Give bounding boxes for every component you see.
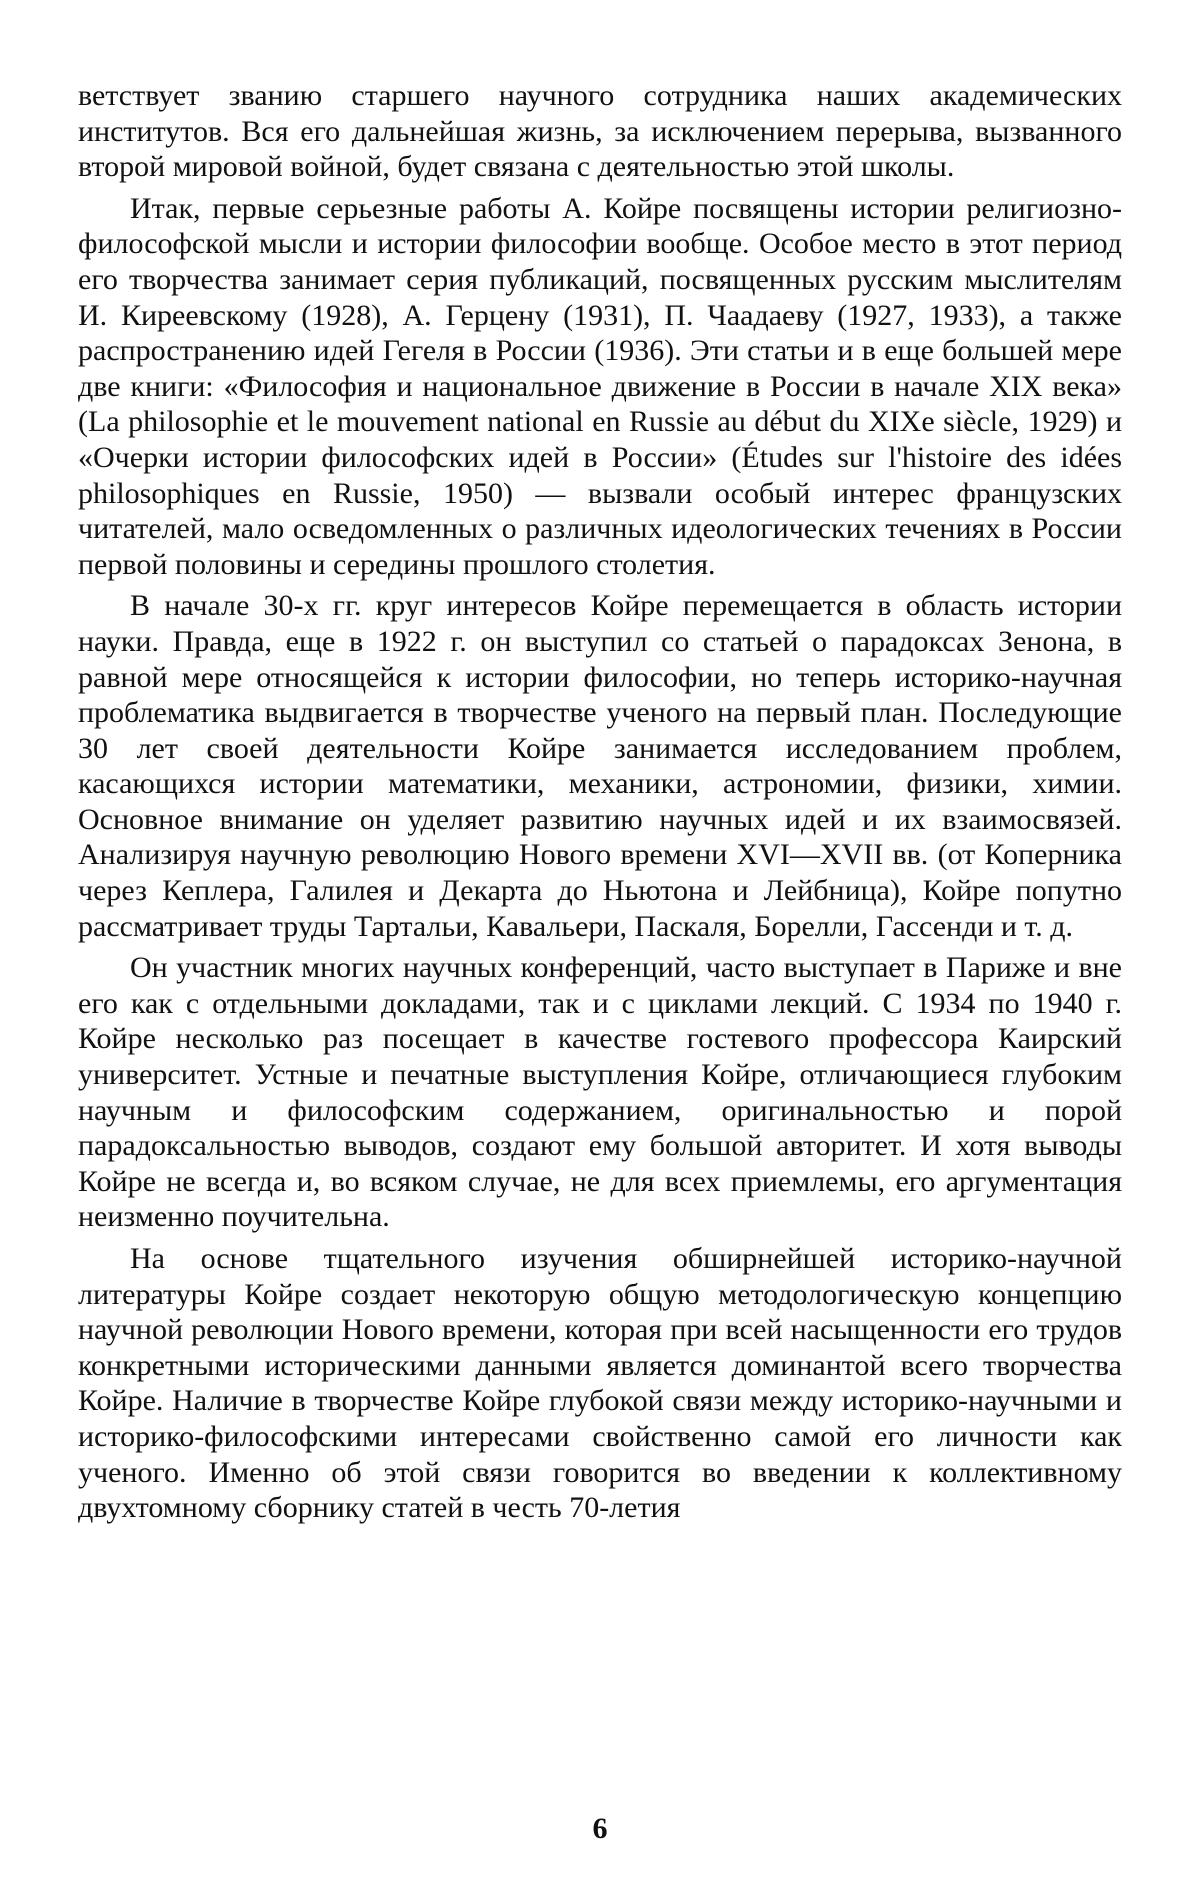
paragraph-early-works: Итак, первые серьезные работы А. Койре посвящены истории религиозно-философской мысли и истории философии вообще. Особое место в этот период его творчества занимает серия публикаций, посвященных русским мыслителям И. Киреевскому (1928), А. Герцену (1931), П. Чаадаеву (1927, 1933), а также распространению идей Гегеля в России (1936). Эти статьи и в еще большей мере две книги: «Философия и национальное движение в России в начале XIX века» (La philosophie et le mouvement national en Russie au début du XIXe siècle, 1929) и «Очерки истории философских идей в России» (Études sur l'histoire des idées philosophiques en Russie, 1950) — вызвали особый интерес французских читателей, мало осведомленных о различных идеологических течениях в России первой половины и середины прошлого столетия. xyxy=(78,191,1122,581)
page-text-block xyxy=(78,78,1122,1532)
paragraph-methodology: На основе тщательного изучения обширнейшей историко-научной литературы Койре создает некоторую общую методологическую концепцию научной революции Нового времени, которая при всей насыщенности его трудов конкретными историческими данными является доминантой всего творчества Койре. Наличие в творчестве Койре глубокой связи между историко-научными и историко-философскими интересами свойственно самой его личности как ученого. Именно об этой связи говорится во введении к коллективному двухтомному сборнику статей в честь 70-летия xyxy=(78,1242,1122,1525)
paragraph-conferences: Он участник многих научных конференций, часто выступает в Париже и вне его как с отдельными докладами, так и с циклами лекций. С 1934 по 1940 г. Койре несколько раз посещает в качестве гостевого профессора Каирский университет. Устные и печатные выступления Койре, отличающиеся глубоким научным и философским содержанием, оригинальностью и порой парадоксальностью выводов, создают ему большой авторитет. И хотя выводы Койре не всегда и, во всяком случае, не для всех приемлемы, его аргументация неизменно поучительна. xyxy=(78,951,1122,1234)
paragraph-continuation: ветствует званию старшего научного сотрудника наших академических институтов. Вся его дальнейшая жизнь, за исключением перерыва, вызванного второй мировой войной, будет связана с деятельностью этой школы. xyxy=(78,79,1122,184)
page-number: 6 xyxy=(592,1812,608,1845)
paragraph-history-of-science: В начале 30-х гг. круг интересов Койре перемещается в область истории науки. Правда, еще в 1922 г. он выступил со статьей о парадоксах Зенона, в равной мере относящейся к истории философии, но теперь историко-научная проблематика выдвигается в творчестве ученого на первый план. Последующие 30 лет своей деятельности Койре занимается исследованием проблем, касающихся истории математики, механики, астрономии, физики, химии. Основное внимание он уделяет развитию научных идей и их взаимосвязей. Анализируя научную революцию Нового времени XVI—XVII вв. (от Коперника через Кеплера, Галилея и Декарта до Ньютона и Лейбница), Койре попутно рассматривает труды Тартальи, Кавальери, Паскаля, Борелли, Гассенди и т. д. xyxy=(78,589,1122,943)
